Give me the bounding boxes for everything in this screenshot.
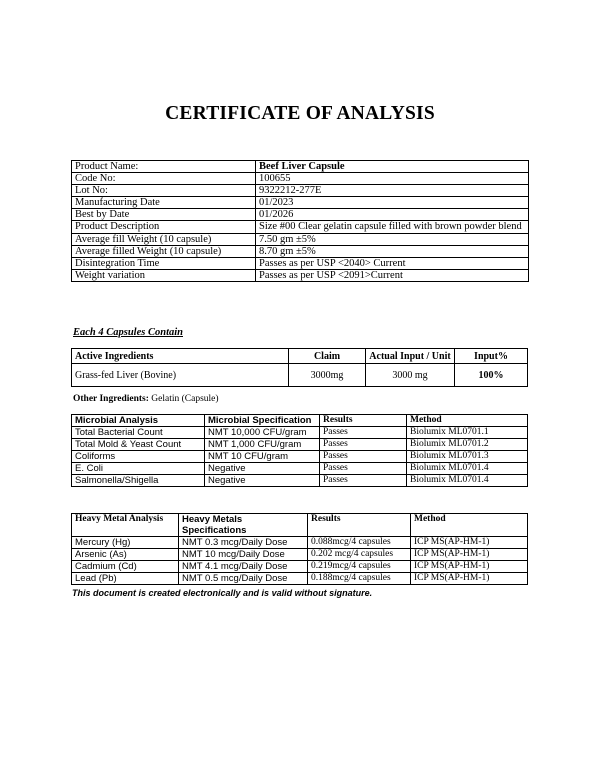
heavy-metal-method: ICP MS(AP-HM-1) <box>411 549 528 561</box>
product-name-value: Beef Liver Capsule <box>256 161 529 173</box>
microbial-spec: Negative <box>205 475 320 487</box>
heavy-metal-result: 0.188mcg/4 capsules <box>308 573 411 585</box>
avg-fill-weight-value: 7.50 gm ±5% <box>256 234 529 246</box>
table-row <box>72 427 528 439</box>
table-row <box>72 439 528 451</box>
avg-fill-weight-label: Average fill Weight (10 capsule) <box>72 234 256 246</box>
heavy-metal-name: Arsenic (As) <box>72 549 179 561</box>
heavy-metal-result: 0.202 mcg/4 capsules <box>308 549 411 561</box>
column-header: Actual Input / Unit <box>366 349 455 364</box>
ingredient-input-percent: 100% <box>455 364 528 387</box>
manufacturing-date-label: Manufacturing Date <box>72 197 256 209</box>
heavy-metal-method: ICP MS(AP-HM-1) <box>411 561 528 573</box>
avg-filled-weight-label: Average filled Weight (10 capsule) <box>72 246 256 258</box>
microbial-method: Biolumix ML0701.4 <box>407 475 528 487</box>
column-header: Microbial Analysis <box>72 415 205 427</box>
best-by-date-value: 01/2026 <box>256 209 529 221</box>
microbial-method: Biolumix ML0701.1 <box>407 427 528 439</box>
table-row <box>72 451 528 463</box>
microbial-analysis: Salmonella/Shigella <box>72 475 205 487</box>
heavy-metal-name: Cadmium (Cd) <box>72 561 179 573</box>
table-row <box>72 209 529 221</box>
table-row <box>72 364 528 387</box>
ingredients-table <box>71 348 528 387</box>
microbial-spec: NMT 10,000 CFU/gram <box>205 427 320 439</box>
other-ingredients <box>73 394 219 404</box>
ingredient-claim: 3000mg <box>289 364 366 387</box>
microbial-analysis: Total Bacterial Count <box>72 427 205 439</box>
weight-variation-label: Weight variation <box>72 270 256 282</box>
column-header: Results <box>320 415 407 427</box>
product-info-table <box>71 160 529 282</box>
product-description-label: Product Description <box>72 221 256 234</box>
disintegration-time-label: Disintegration Time <box>72 258 256 270</box>
code-no-label: Code No: <box>72 173 256 185</box>
lot-no-label: Lot No: <box>72 185 256 197</box>
microbial-spec: NMT 10 CFU/gram <box>205 451 320 463</box>
table-row <box>72 573 528 585</box>
heavy-metal-name: Lead (Pb) <box>72 573 179 585</box>
heavy-metal-spec: NMT 0.3 mcg/Daily Dose <box>179 537 308 549</box>
microbial-table <box>71 414 528 487</box>
column-header: Heavy Metals Specifications <box>179 514 308 537</box>
table-row <box>72 270 529 282</box>
other-ingredients-label: Other Ingredients: <box>73 394 149 404</box>
table-row <box>72 161 529 173</box>
microbial-result: Passes <box>320 451 407 463</box>
column-header: Claim <box>289 349 366 364</box>
microbial-result: Passes <box>320 427 407 439</box>
microbial-spec: Negative <box>205 463 320 475</box>
table-row <box>72 475 528 487</box>
microbial-analysis: Coliforms <box>72 451 205 463</box>
table-row <box>72 197 529 209</box>
microbial-result: Passes <box>320 439 407 451</box>
column-header: Microbial Specification <box>205 415 320 427</box>
other-ingredients-value: Gelatin (Capsule) <box>151 394 219 404</box>
table-row <box>72 173 529 185</box>
heavy-metals-table <box>71 513 528 585</box>
heavy-metal-spec: NMT 4.1 mcg/Daily Dose <box>179 561 308 573</box>
manufacturing-date-value: 01/2023 <box>256 197 529 209</box>
ingredient-name: Grass-fed Liver (Bovine) <box>72 364 289 387</box>
capsules-heading: Each 4 Capsules Contain <box>73 327 183 338</box>
table-row <box>72 463 528 475</box>
product-name-label: Product Name: <box>72 161 256 173</box>
table-header-row <box>72 514 528 537</box>
table-row <box>72 258 529 270</box>
weight-variation-value: Passes as per USP <2091>Current <box>256 270 529 282</box>
microbial-analysis: E. Coli <box>72 463 205 475</box>
table-header-row <box>72 349 528 364</box>
disintegration-time-value: Passes as per USP <2040> Current <box>256 258 529 270</box>
heavy-metal-result: 0.088mcg/4 capsules <box>308 537 411 549</box>
product-description-value: Size #00 Clear gelatin capsule filled with brown powder blend <box>256 221 529 234</box>
microbial-method: Biolumix ML0701.4 <box>407 463 528 475</box>
lot-no-value: 9322212-277E <box>256 185 529 197</box>
table-row <box>72 537 528 549</box>
table-row <box>72 561 528 573</box>
avg-filled-weight-value: 8.70 gm ±5% <box>256 246 529 258</box>
heavy-metal-spec: NMT 0.5 mcg/Daily Dose <box>179 573 308 585</box>
heavy-metal-result: 0.219mcg/4 capsules <box>308 561 411 573</box>
column-header: Input% <box>455 349 528 364</box>
microbial-result: Passes <box>320 475 407 487</box>
heavy-metal-method: ICP MS(AP-HM-1) <box>411 573 528 585</box>
column-header: Heavy Metal Analysis <box>72 514 179 537</box>
column-header: Results <box>308 514 411 537</box>
column-header: Method <box>407 415 528 427</box>
code-no-value: 100655 <box>256 173 529 185</box>
table-row <box>72 185 529 197</box>
ingredient-actual-input: 3000 mg <box>366 364 455 387</box>
footer-note: This document is created electronically and is valid without signature. <box>72 588 373 598</box>
table-row <box>72 549 528 561</box>
column-header: Active Ingredients <box>72 349 289 364</box>
table-row <box>72 246 529 258</box>
heavy-metal-method: ICP MS(AP-HM-1) <box>411 537 528 549</box>
microbial-method: Biolumix ML0701.2 <box>407 439 528 451</box>
document-title: CERTIFICATE OF ANALYSIS <box>165 103 435 124</box>
microbial-analysis: Total Mold & Yeast Count <box>72 439 205 451</box>
heavy-metal-spec: NMT 10 mcg/Daily Dose <box>179 549 308 561</box>
microbial-spec: NMT 1,000 CFU/gram <box>205 439 320 451</box>
microbial-result: Passes <box>320 463 407 475</box>
table-row <box>72 234 529 246</box>
heavy-metal-name: Mercury (Hg) <box>72 537 179 549</box>
column-header: Method <box>411 514 528 537</box>
table-row <box>72 221 529 234</box>
best-by-date-label: Best by Date <box>72 209 256 221</box>
microbial-method: Biolumix ML0701.3 <box>407 451 528 463</box>
table-header-row <box>72 415 528 427</box>
